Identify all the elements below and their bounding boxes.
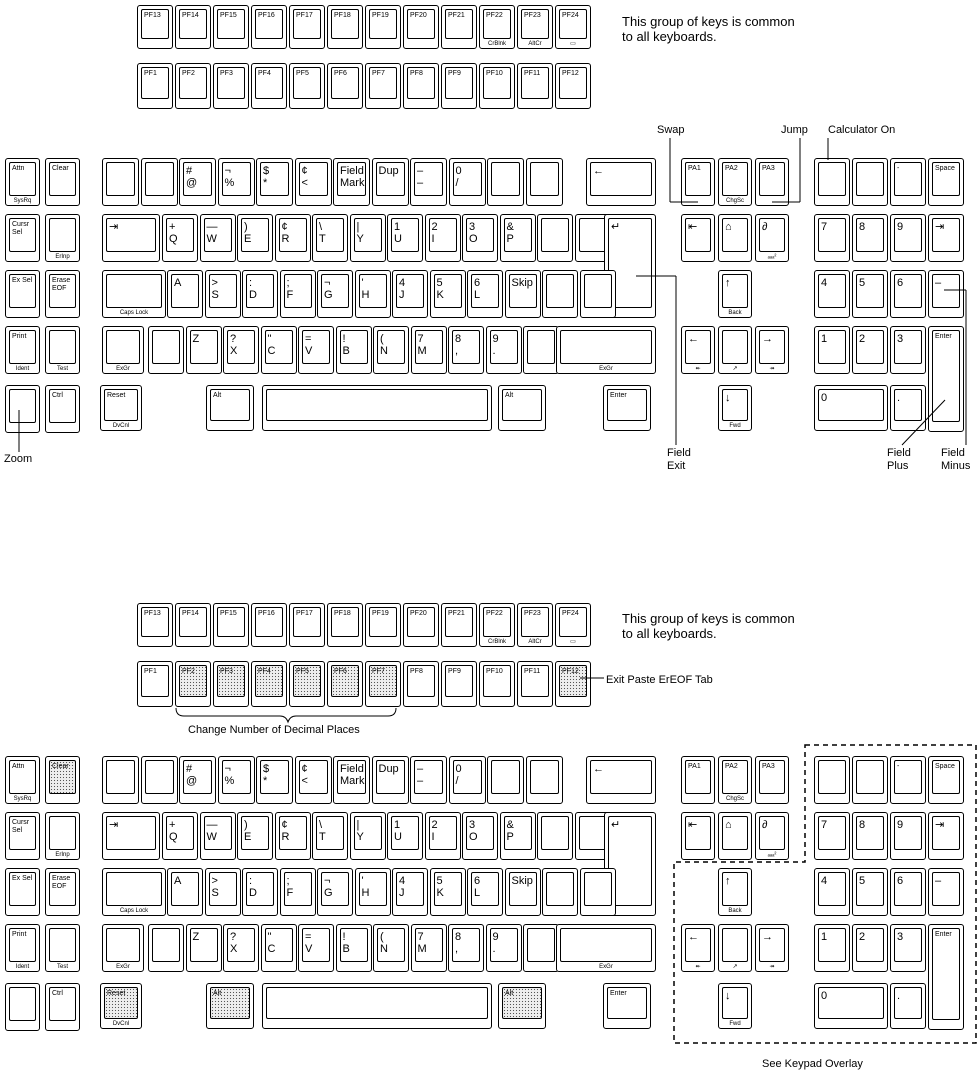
key-label: → <box>762 931 773 943</box>
key-label: 8 , <box>455 931 462 955</box>
key-label: Enter <box>935 333 952 340</box>
key-label: PF9 <box>448 668 461 675</box>
key-label: PF20 <box>410 610 427 617</box>
key-label: Reset <box>107 990 126 997</box>
key-label: PF24 <box>562 610 579 617</box>
key-label: Alt <box>213 392 222 399</box>
key-label: - <box>897 165 900 172</box>
key-label: PF5 <box>296 668 309 675</box>
key-sublabel: Test <box>56 366 68 372</box>
key-label: = V <box>305 333 313 357</box>
key-label: PF15 <box>220 12 237 19</box>
key-label: PF20 <box>410 12 427 19</box>
key-label: Clear <box>52 165 69 172</box>
key-label: 6 <box>897 875 904 887</box>
key-label: PF19 <box>372 12 389 19</box>
key-label: PF5 <box>296 70 309 77</box>
key-label: PF22 <box>486 12 503 19</box>
key-sublabel: Fwd <box>729 1021 741 1027</box>
key-label: + Q <box>169 221 178 245</box>
key-label: PF10 <box>486 668 503 675</box>
key-label: PF9 <box>448 70 461 77</box>
key-label: PF11 <box>524 70 541 77</box>
key-label: Print <box>12 931 27 938</box>
key-sublabel: Ident <box>15 366 30 372</box>
key-label: 5 <box>859 875 866 887</box>
key-label: PF11 <box>524 668 541 675</box>
key-label: ↑ <box>725 875 731 887</box>
key-sublabel: Caps Lock <box>119 908 149 914</box>
key-label: PF1 <box>144 668 157 675</box>
key-sublabel: ↗ <box>732 964 738 970</box>
key-label: PF16 <box>258 610 275 617</box>
key-label: 8 , <box>455 333 462 357</box>
key-label: ) E <box>244 221 252 245</box>
decimal-brace <box>176 708 396 722</box>
key-label: PA1 <box>688 763 701 770</box>
field-minus-label: Field Minus <box>941 447 971 472</box>
key-label: - <box>897 763 900 770</box>
key-label: 4 <box>821 875 828 887</box>
key-label: PF21 <box>448 12 465 19</box>
keypad-overlay-outline <box>674 745 976 1043</box>
key-sublabel: ErInp <box>55 852 70 858</box>
key-label: 5 K <box>436 875 444 899</box>
key-sublabel: ExGr <box>599 366 613 372</box>
key-label: 6 <box>897 277 904 289</box>
field-exit-label: Field Exit <box>667 447 691 472</box>
key-label: → <box>762 333 773 345</box>
key-label: ⇥ <box>109 819 119 831</box>
key-label: | Y <box>356 221 364 245</box>
key-label: Attn <box>12 763 25 770</box>
key-label: Erase EOF <box>52 277 71 292</box>
key-label: PF23 <box>524 610 541 617</box>
key-sublabel: Fwd <box>729 423 741 429</box>
key-label: : D <box>249 875 257 899</box>
key-label: Dup <box>378 165 399 177</box>
key-label: PF18 <box>334 610 351 617</box>
key-label: + Q <box>169 819 178 843</box>
key-label: Ex Sel <box>12 277 33 284</box>
key-label: ( N <box>380 931 388 955</box>
key-label: A <box>174 875 182 887</box>
key-label: Skip <box>511 875 533 887</box>
key-sublabel: ▭ <box>570 41 576 47</box>
key-label: PF17 <box>296 610 313 617</box>
key-label: . <box>897 392 901 404</box>
key-label: > S <box>211 875 219 899</box>
key-label: ¬ % <box>224 763 235 787</box>
key-label: PF13 <box>144 610 161 617</box>
key-sublabel: ↗ <box>732 366 738 372</box>
key-label: ↓ <box>725 990 731 1002</box>
key-label: 0 / <box>455 763 462 787</box>
key-label: ⇥ <box>935 819 945 831</box>
key-label: Cursr Sel <box>12 819 30 834</box>
key-label: Z <box>192 931 200 943</box>
key-label: ⇥ <box>935 221 945 233</box>
key-label: \ T <box>319 221 326 245</box>
key-sublabel: ₐₐₐ² <box>767 852 777 858</box>
key-label: 1 U <box>394 819 402 843</box>
key-label: ¢ R <box>281 819 290 843</box>
key-label: ¢ < <box>301 763 308 787</box>
key-label: PF22 <box>486 610 503 617</box>
key-label: Space <box>935 763 955 770</box>
key-label: 2 <box>859 931 866 943</box>
key-label: 5 K <box>436 277 444 301</box>
key-label: 2 I <box>431 819 438 843</box>
field-plus-line <box>902 400 945 445</box>
key-label: ⇤ <box>688 221 698 233</box>
key-sublabel: ↞ <box>695 366 701 372</box>
key-label: 3 <box>897 931 904 943</box>
key-label: ? X <box>230 333 238 357</box>
key-label: Dup <box>378 763 399 775</box>
key-label: Z <box>192 333 200 345</box>
key-label: PF18 <box>334 12 351 19</box>
key-label: Field Mark <box>340 763 365 787</box>
key-sublabel: AltCr <box>528 41 542 47</box>
key-label: 1 <box>821 931 828 943</box>
key-label: Alt <box>213 990 222 997</box>
key-sublabel: Back <box>728 310 742 316</box>
key-sublabel: ErInp <box>55 254 70 260</box>
key-label: " C <box>267 333 276 357</box>
decimal-places-label: Change Number of Decimal Places <box>188 724 360 736</box>
key-sublabel: ChgSc <box>725 796 744 802</box>
key-label: ↵ <box>611 221 621 233</box>
key-label: " C <box>267 931 276 955</box>
key-label: 7 <box>821 819 828 831</box>
key-label: ∂ <box>762 819 768 831</box>
key-label: # @ <box>186 165 198 189</box>
key-label: 0 <box>821 990 828 1002</box>
key-sublabel: CrBlnk <box>487 639 506 645</box>
key-label: PA3 <box>762 165 775 172</box>
key-label: PF17 <box>296 12 313 19</box>
field-plus-label: Field Plus <box>887 447 911 472</box>
key-sublabel: ↠ <box>769 366 775 372</box>
key-label: PF4 <box>258 70 271 77</box>
key-label: – <box>935 875 942 887</box>
key-label: ; F <box>286 875 294 899</box>
key-label: 8 <box>859 221 866 233</box>
key-sublabel: CrBlnk <box>487 41 506 47</box>
key-label: ) E <box>244 819 252 843</box>
key-label: 6 L <box>474 875 481 899</box>
key-label: : D <box>249 277 257 301</box>
key-label: # @ <box>186 763 198 787</box>
key-label: 3 O <box>469 221 478 245</box>
key-label: ; F <box>286 277 294 301</box>
key-label: Cursr Sel <box>12 221 30 236</box>
key-label: PF6 <box>334 70 347 77</box>
key-label: Field Mark <box>340 165 365 189</box>
key-sublabel: Caps Lock <box>119 310 149 316</box>
key-label: 3 <box>897 333 904 345</box>
key-label: ¬ % <box>224 165 235 189</box>
key-label: ¬ G <box>324 277 333 301</box>
key-label: Alt <box>505 990 514 997</box>
key-label: 9 <box>897 819 904 831</box>
key-label: – – <box>417 763 424 787</box>
key-label: PF2 <box>182 70 195 77</box>
key-label: 7 M <box>417 333 427 357</box>
key-sublabel: ChgSc <box>725 198 744 204</box>
key-label: 2 I <box>431 221 438 245</box>
key-sublabel: ExGr <box>116 366 130 372</box>
key-label: PF6 <box>334 668 347 675</box>
key-label: PF19 <box>372 610 389 617</box>
key-sublabel: ↠ <box>769 964 775 970</box>
key-sublabel: DvCnl <box>112 423 130 429</box>
key-label: ← <box>688 333 699 345</box>
key-label: 1 <box>821 333 828 345</box>
key-label: ( N <box>380 333 388 357</box>
key-label: 3 O <box>469 819 478 843</box>
key-label: Clear <box>52 763 69 770</box>
key-label: — W <box>206 819 218 843</box>
key-sublabel: ▭ <box>570 639 576 645</box>
key-label: Enter <box>935 931 952 938</box>
zoom-label: Zoom <box>4 453 33 465</box>
key-label: 0 <box>821 392 828 404</box>
key-label: 4 J <box>399 277 406 301</box>
key-label: Attn <box>12 165 25 172</box>
key-label: | Y <box>356 819 364 843</box>
key-label: PF7 <box>372 70 385 77</box>
key-label: 4 <box>821 277 828 289</box>
key-label: 9 <box>897 221 904 233</box>
key-label: ' H <box>361 277 370 301</box>
key-label: ↵ <box>611 819 621 831</box>
key-label: — W <box>206 221 218 245</box>
key-label: ← <box>593 165 604 177</box>
key-label: ⇥ <box>109 221 119 233</box>
key-label: – – <box>417 165 424 189</box>
key-label: 6 L <box>474 277 481 301</box>
key-sublabel: ExGr <box>116 964 130 970</box>
key-label: PF1 <box>144 70 157 77</box>
key-label: ⌂ <box>725 221 732 233</box>
key-label: PF23 <box>524 12 541 19</box>
key-label: Print <box>12 333 27 340</box>
key-sublabel: Ident <box>15 964 30 970</box>
key-sublabel: ExGr <box>599 964 613 970</box>
jump-label: Jump <box>781 124 808 136</box>
key-label: Erase EOF <box>52 875 71 890</box>
key-label: PF2 <box>182 668 195 675</box>
key-label: Enter <box>610 392 627 399</box>
key-sublabel: ↞ <box>695 964 701 970</box>
key-label: PF14 <box>182 610 199 617</box>
key-label: Space <box>935 165 955 172</box>
key-label: & P <box>506 819 514 843</box>
key-label: 4 J <box>399 875 406 899</box>
key-label: Ctrl <box>52 392 63 399</box>
key-sublabel: SysRq <box>13 796 32 802</box>
key-label: = V <box>305 931 313 955</box>
key-label: $ * <box>263 165 270 189</box>
key-label: 9 . <box>492 931 499 955</box>
key-label: PF12 <box>562 668 579 675</box>
key-label: Reset <box>107 392 126 399</box>
key-label: PF14 <box>182 12 199 19</box>
key-label: 5 <box>859 277 866 289</box>
swap-label: Swap <box>657 124 685 136</box>
key-sublabel: SysRq <box>13 198 32 204</box>
key-label: Alt <box>505 392 514 399</box>
calculator-label: Calculator On <box>828 124 896 136</box>
key-label: ¢ < <box>301 165 308 189</box>
key-label: – <box>935 277 942 289</box>
key-label: 8 <box>859 819 866 831</box>
key-label: ↑ <box>725 277 731 289</box>
key-label: ⌂ <box>725 819 732 831</box>
key-label: PA1 <box>688 165 701 172</box>
key-label: PF16 <box>258 12 275 19</box>
key-label: > S <box>211 277 219 301</box>
key-label: 7 M <box>417 931 427 955</box>
key-label: PF13 <box>144 12 161 19</box>
key-label: PF10 <box>486 70 503 77</box>
key-label: ¢ R <box>281 221 290 245</box>
key-sublabel: Back <box>728 908 742 914</box>
key-label: PF15 <box>220 610 237 617</box>
key-label: PA2 <box>725 165 738 172</box>
key-label: PF3 <box>220 668 233 675</box>
bottom-common-note: This group of keys is common to all keyboards. <box>622 611 795 641</box>
key-label: ⇤ <box>688 819 698 831</box>
key-sublabel: AltCr <box>528 639 542 645</box>
key-label: 0 / <box>455 165 462 189</box>
key-label: $ * <box>263 763 270 787</box>
key-label: . <box>897 990 901 1002</box>
key-label: 1 U <box>394 221 402 245</box>
key-label: ↓ <box>725 392 731 404</box>
key-label: PF3 <box>220 70 233 77</box>
key-label: ¬ G <box>324 875 333 899</box>
key-label: PF24 <box>562 12 579 19</box>
key-label: 7 <box>821 221 828 233</box>
key-label: Ctrl <box>52 990 63 997</box>
key-label: PF12 <box>562 70 579 77</box>
key-sublabel: Test <box>56 964 68 970</box>
key-label: & P <box>506 221 514 245</box>
key-label: ← <box>688 931 699 943</box>
key-label: PF8 <box>410 70 423 77</box>
keypad-overlay-label: See Keypad Overlay <box>762 1058 863 1070</box>
key-label: A <box>174 277 182 289</box>
key-label: Ex Sel <box>12 875 33 882</box>
key-label: ! B <box>342 333 350 357</box>
key-sublabel: DvCnl <box>112 1021 130 1027</box>
key-label: 9 . <box>492 333 499 357</box>
key-label: Enter <box>610 990 627 997</box>
key-label: 2 <box>859 333 866 345</box>
key-label: Skip <box>511 277 533 289</box>
key-label: PF8 <box>410 668 423 675</box>
key-sublabel: ₐₐₐ² <box>767 254 777 260</box>
key-label: ? X <box>230 931 238 955</box>
exit-paste-label: Exit Paste ErEOF Tab <box>606 674 713 686</box>
key-label: PF21 <box>448 610 465 617</box>
key-label: PA2 <box>725 763 738 770</box>
key-label: \ T <box>319 819 326 843</box>
key-label: ! B <box>342 931 350 955</box>
key-label: ' H <box>361 875 370 899</box>
key-label: ∂ <box>762 221 768 233</box>
key-label: PA3 <box>762 763 775 770</box>
top-common-note: This group of keys is common to all keyboards. <box>622 14 795 44</box>
key-label: PF7 <box>372 668 385 675</box>
key-label: ← <box>593 763 604 775</box>
key-label: PF4 <box>258 668 271 675</box>
